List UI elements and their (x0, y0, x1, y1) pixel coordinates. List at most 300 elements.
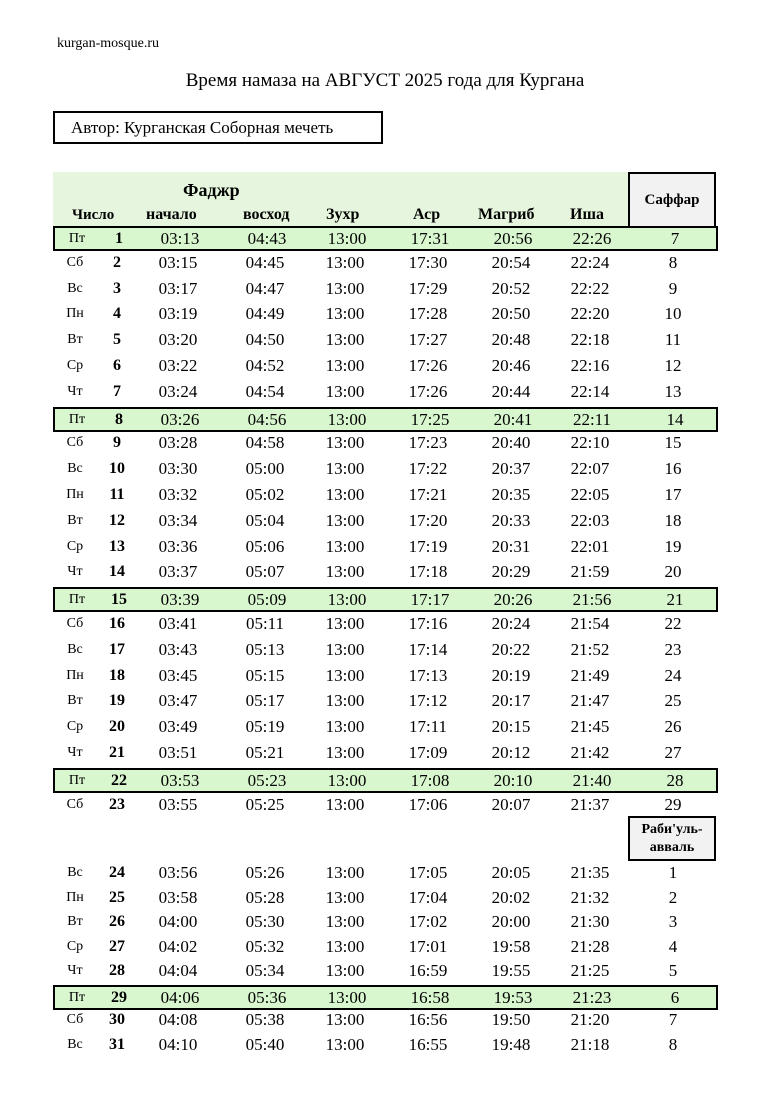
cell-hi: 24 (664, 665, 682, 685)
cell-hi: 16 (664, 459, 682, 479)
cell-hi: 14 (666, 409, 684, 429)
cell-is: 22:20 (570, 304, 610, 324)
cell-day: 3 (113, 279, 121, 297)
cell-wd: Пн (66, 889, 84, 905)
cell-fe: 05:23 (247, 770, 287, 790)
cell-day: 7 (113, 382, 121, 400)
cell-ma: 20:24 (491, 614, 531, 633)
header-sunrise: восход (243, 206, 290, 223)
cell-day: 9 (113, 434, 121, 452)
cell-fe: 05:38 (245, 1010, 285, 1029)
cell-hi: 28 (666, 770, 684, 790)
table-row (53, 536, 718, 560)
cell-zu: 13:00 (327, 409, 367, 429)
cell-ma: 20:05 (491, 863, 531, 882)
cell-is: 22:10 (570, 433, 610, 453)
cell-fs: 03:22 (158, 356, 198, 375)
cell-zu: 13:00 (325, 304, 365, 324)
cell-fs: 03:17 (158, 278, 198, 298)
cell-ma: 20:44 (491, 381, 531, 401)
cell-ma: 20:48 (491, 330, 531, 350)
cell-wd: Чт (67, 963, 83, 978)
cell-wd: Чт (67, 745, 83, 760)
cell-ma: 20:50 (491, 304, 531, 324)
cell-ma: 20:07 (491, 794, 531, 814)
cell-zu: 13:00 (325, 459, 365, 479)
cell-wd: Ср (66, 938, 84, 954)
cell-day: 30 (109, 1011, 125, 1028)
cell-as: 17:19 (408, 536, 448, 556)
cell-ma: 20:17 (491, 691, 531, 711)
table-row (53, 639, 718, 663)
cell-wd: Вс (67, 1036, 83, 1052)
cell-is: 22:22 (570, 278, 610, 298)
table-row (53, 381, 718, 405)
cell-fe: 05:28 (245, 887, 285, 907)
cell-as: 17:08 (410, 770, 450, 790)
cell-hi: 7 (670, 229, 680, 248)
cell-is: 22:14 (570, 381, 610, 401)
cell-as: 17:12 (408, 691, 448, 711)
cell-hi: 25 (664, 691, 682, 711)
cell-ma: 20:31 (491, 536, 531, 556)
cell-is: 22:05 (570, 485, 610, 504)
cell-hi: 18 (664, 510, 682, 530)
table-row (53, 1009, 718, 1033)
cell-zu: 13:00 (325, 743, 365, 762)
header-asr: Аср (413, 206, 441, 223)
cell-ma: 20:46 (491, 356, 531, 375)
cell-wd: Чт (67, 564, 83, 580)
table-row (53, 303, 718, 327)
cell-fe: 05:19 (245, 717, 285, 737)
cell-wd: Вт (67, 512, 83, 528)
cell-fs: 03:15 (158, 252, 198, 272)
cell-fs: 03:20 (158, 330, 198, 350)
cell-fe: 04:54 (245, 381, 285, 401)
cell-ma: 20:15 (491, 717, 531, 737)
cell-fe: 05:11 (245, 614, 285, 633)
cell-fe: 05:06 (245, 536, 285, 556)
cell-wd: Вт (67, 914, 83, 929)
cell-zu: 13:00 (325, 381, 365, 401)
cell-wd: Ср (66, 538, 84, 554)
cell-zu: 13:00 (325, 562, 365, 582)
cell-ma: 20:33 (491, 510, 531, 530)
cell-wd: Пн (66, 487, 84, 502)
table-row (53, 911, 718, 935)
cell-as: 17:09 (408, 743, 448, 762)
cell-as: 17:16 (408, 614, 448, 633)
cell-day: 8 (115, 410, 123, 428)
cell-hi: 12 (664, 356, 682, 375)
cell-fs: 03:32 (158, 485, 198, 504)
cell-zu: 13:00 (325, 961, 365, 980)
cell-fs: 03:34 (158, 510, 198, 530)
cell-zu: 13:00 (325, 639, 365, 659)
cell-as: 17:20 (408, 510, 448, 530)
cell-fs: 04:10 (158, 1034, 198, 1054)
cell-hi: 26 (664, 717, 682, 737)
cell-is: 22:16 (570, 356, 610, 375)
cell-is: 21:37 (570, 794, 610, 814)
cell-fs: 03:55 (158, 794, 198, 814)
table-row (53, 561, 718, 585)
cell-ma: 20:29 (491, 562, 531, 582)
cell-as: 17:01 (408, 936, 448, 956)
cell-fs: 04:00 (158, 912, 198, 931)
cell-fe: 05:40 (245, 1034, 285, 1054)
table-row (53, 985, 718, 1010)
cell-ma: 20:54 (491, 252, 531, 272)
cell-fe: 05:02 (245, 485, 285, 504)
cell-is: 21:49 (570, 665, 610, 685)
cell-hi: 17 (664, 485, 682, 504)
cell-as: 17:22 (408, 459, 448, 479)
cell-fe: 05:30 (245, 912, 285, 931)
cell-zu: 13:00 (325, 330, 365, 350)
cell-fs: 04:02 (158, 936, 198, 956)
cell-wd: Сб (66, 254, 84, 270)
cell-is: 22:11 (572, 409, 612, 429)
cell-is: 21:25 (570, 961, 610, 980)
cell-is: 22:01 (570, 536, 610, 556)
cell-day: 23 (109, 795, 125, 813)
cell-day: 10 (109, 460, 125, 478)
cell-fe: 05:07 (245, 562, 285, 582)
cell-fe: 05:04 (245, 510, 285, 530)
cell-zu: 13:00 (325, 794, 365, 814)
table-row (53, 329, 718, 353)
cell-ma: 20:56 (493, 229, 533, 248)
cell-ma: 20:41 (493, 409, 533, 429)
cell-fs: 03:49 (158, 717, 198, 737)
cell-is: 21:45 (570, 717, 610, 737)
cell-fs: 03:36 (158, 536, 198, 556)
cell-fe: 04:49 (245, 304, 285, 324)
cell-hi: 8 (668, 252, 678, 272)
cell-ma: 19:55 (491, 961, 531, 980)
cell-is: 21:32 (570, 887, 610, 907)
table-row (53, 794, 718, 818)
cell-fe: 04:58 (245, 433, 285, 453)
cell-as: 17:11 (408, 717, 448, 737)
cell-ma: 20:10 (493, 770, 533, 790)
cell-is: 21:56 (572, 590, 612, 610)
table-row (53, 355, 718, 379)
cell-is: 21:20 (570, 1010, 610, 1029)
cell-as: 17:02 (408, 912, 448, 931)
cell-is: 21:18 (570, 1034, 610, 1054)
cell-day: 16 (109, 615, 125, 632)
cell-as: 17:23 (408, 433, 448, 453)
cell-zu: 13:00 (325, 912, 365, 931)
cell-hi: 4 (668, 936, 678, 956)
cell-zu: 13:00 (325, 536, 365, 556)
header-rabi: Раби'уль-авваль (628, 816, 716, 861)
table-row (53, 278, 718, 302)
cell-day: 13 (109, 537, 125, 555)
cell-fs: 03:41 (158, 614, 198, 633)
cell-wd: Вс (67, 641, 83, 657)
cell-ma: 20:35 (491, 485, 531, 504)
cell-wd: Вс (67, 865, 83, 880)
cell-day: 27 (109, 937, 125, 955)
cell-day: 5 (113, 331, 121, 349)
cell-as: 17:13 (408, 665, 448, 685)
cell-zu: 13:00 (327, 590, 367, 610)
cell-ma: 20:12 (491, 743, 531, 762)
cell-as: 17:17 (410, 590, 450, 610)
cell-hi: 3 (668, 912, 678, 931)
cell-hi: 20 (664, 562, 682, 582)
cell-fs: 03:28 (158, 433, 198, 453)
cell-fs: 03:24 (158, 381, 198, 401)
cell-fe: 04:45 (245, 252, 285, 272)
cell-hi: 1 (668, 863, 678, 882)
cell-hi: 9 (668, 278, 678, 298)
cell-wd: Вт (67, 332, 83, 348)
cell-ma: 20:26 (493, 590, 533, 610)
table-row (53, 613, 718, 637)
cell-ma: 20:19 (491, 665, 531, 685)
cell-wd: Вс (67, 280, 83, 296)
cell-as: 17:28 (408, 304, 448, 324)
cell-wd: Сб (66, 435, 84, 451)
header-maghrib: Магриб (478, 206, 535, 223)
cell-zu: 13:00 (325, 863, 365, 882)
cell-fs: 03:47 (158, 691, 198, 711)
cell-day: 6 (113, 357, 121, 374)
cell-wd: Пт (68, 772, 86, 788)
cell-day: 15 (111, 591, 127, 609)
cell-hi: 15 (664, 433, 682, 453)
cell-wd: Пн (66, 306, 84, 322)
table-row (53, 252, 718, 276)
cell-zu: 13:00 (325, 691, 365, 711)
cell-wd: Сб (66, 1012, 84, 1027)
cell-fe: 05:13 (245, 639, 285, 659)
cell-wd: Ср (66, 719, 84, 735)
cell-hi: 23 (664, 639, 682, 659)
cell-day: 17 (109, 640, 125, 658)
cell-as: 17:30 (408, 252, 448, 272)
cell-is: 22:26 (572, 229, 612, 248)
cell-zu: 13:00 (325, 485, 365, 504)
table-row (53, 1034, 718, 1058)
table-row (53, 432, 718, 456)
cell-is: 22:24 (570, 252, 610, 272)
cell-fs: 03:26 (160, 409, 200, 429)
cell-ma: 20:00 (491, 912, 531, 931)
cell-as: 17:25 (410, 409, 450, 429)
cell-fs: 03:19 (158, 304, 198, 324)
cell-as: 17:05 (408, 863, 448, 882)
cell-is: 22:03 (570, 510, 610, 530)
cell-fs: 03:43 (158, 639, 198, 659)
cell-wd: Пт (68, 592, 86, 608)
table-row (53, 887, 718, 911)
table-row (53, 690, 718, 714)
table-row (53, 936, 718, 960)
cell-day: 4 (113, 305, 121, 323)
cell-hi: 11 (664, 330, 682, 350)
author-box: Автор: Курганская Соборная мечеть (53, 111, 383, 144)
cell-as: 17:14 (408, 639, 448, 659)
cell-zu: 13:00 (327, 987, 367, 1007)
cell-zu: 13:00 (325, 278, 365, 298)
cell-wd: Чт (67, 383, 83, 399)
cell-as: 17:26 (408, 356, 448, 375)
cell-zu: 13:00 (327, 770, 367, 790)
cell-fe: 05:00 (245, 459, 285, 479)
cell-day: 18 (109, 666, 125, 684)
cell-day: 24 (109, 864, 125, 881)
cell-hi: 8 (668, 1034, 678, 1054)
cell-fs: 03:30 (158, 459, 198, 479)
cell-wd: Вс (67, 461, 83, 477)
cell-is: 21:35 (570, 863, 610, 882)
cell-day: 31 (109, 1035, 125, 1053)
cell-day: 12 (109, 511, 125, 529)
cell-day: 22 (111, 771, 127, 789)
table-row (53, 960, 718, 984)
cell-day: 11 (109, 486, 125, 503)
cell-is: 22:18 (570, 330, 610, 350)
cell-zu: 13:00 (325, 252, 365, 272)
header-number: Число (72, 207, 115, 223)
site-url: kurgan-mosque.ru (57, 36, 159, 51)
cell-ma: 20:52 (491, 278, 531, 298)
cell-zu: 13:00 (325, 1010, 365, 1029)
cell-is: 21:28 (570, 936, 610, 956)
table-row (53, 862, 718, 886)
header-fajr-start: начало (146, 206, 197, 223)
cell-wd: Вт (67, 693, 83, 709)
cell-ma: 19:50 (491, 1010, 531, 1029)
cell-day: 20 (109, 718, 125, 736)
cell-fs: 03:45 (158, 665, 198, 685)
cell-fs: 04:04 (158, 961, 198, 980)
cell-hi: 27 (664, 743, 682, 762)
cell-zu: 13:00 (325, 614, 365, 633)
cell-hi: 19 (664, 536, 682, 556)
cell-as: 16:58 (410, 987, 450, 1007)
cell-zu: 13:00 (325, 1034, 365, 1054)
cell-wd: Пн (66, 667, 84, 683)
cell-fe: 05:26 (245, 863, 285, 882)
cell-as: 17:04 (408, 887, 448, 907)
cell-as: 17:06 (408, 794, 448, 814)
cell-day: 29 (111, 988, 127, 1006)
cell-fe: 05:32 (245, 936, 285, 956)
table-row (53, 716, 718, 740)
cell-as: 16:56 (408, 1010, 448, 1029)
cell-fe: 04:43 (247, 229, 287, 248)
table-row (53, 226, 718, 251)
cell-wd: Пт (68, 411, 86, 427)
cell-wd: Сб (66, 796, 84, 812)
table-row (53, 587, 718, 612)
cell-as: 17:29 (408, 278, 448, 298)
cell-day: 19 (109, 692, 125, 710)
cell-ma: 20:22 (491, 639, 531, 659)
cell-fs: 03:56 (158, 863, 198, 882)
cell-is: 21:52 (570, 639, 610, 659)
cell-day: 1 (115, 230, 123, 247)
cell-zu: 13:00 (325, 936, 365, 956)
cell-ma: 20:40 (491, 433, 531, 453)
cell-fs: 03:13 (160, 229, 200, 248)
cell-day: 25 (109, 888, 125, 906)
cell-hi: 29 (664, 794, 682, 814)
cell-fe: 04:56 (247, 409, 287, 429)
cell-fe: 04:52 (245, 356, 285, 375)
cell-hi: 2 (668, 887, 678, 907)
cell-is: 21:23 (572, 987, 612, 1007)
cell-is: 21:40 (572, 770, 612, 790)
cell-hi: 7 (668, 1010, 678, 1029)
cell-fe: 04:50 (245, 330, 285, 350)
cell-hi: 21 (666, 590, 684, 610)
cell-is: 21:59 (570, 562, 610, 582)
table-row (53, 407, 718, 432)
cell-hi: 22 (664, 614, 682, 633)
header-safar: Саффар (628, 172, 716, 228)
cell-ma: 19:53 (493, 987, 533, 1007)
cell-zu: 13:00 (325, 356, 365, 375)
cell-fs: 03:37 (158, 562, 198, 582)
table-row (53, 742, 718, 766)
cell-wd: Ср (66, 358, 84, 373)
cell-as: 17:26 (408, 381, 448, 401)
cell-fe: 05:34 (245, 961, 285, 980)
page-title: Время намаза на АВГУСТ 2025 года для Кургана (185, 70, 585, 91)
cell-fe: 05:36 (247, 987, 287, 1007)
cell-day: 14 (109, 563, 125, 581)
cell-fe: 05:25 (245, 794, 285, 814)
cell-fs: 03:39 (160, 590, 200, 610)
cell-ma: 19:58 (491, 936, 531, 956)
cell-fs: 04:08 (158, 1010, 198, 1029)
cell-zu: 13:00 (327, 229, 367, 248)
table-row (53, 484, 718, 508)
cell-fs: 03:51 (158, 743, 198, 762)
cell-is: 21:47 (570, 691, 610, 711)
cell-fe: 05:09 (247, 590, 287, 610)
cell-as: 16:59 (408, 961, 448, 980)
cell-day: 2 (113, 253, 121, 271)
header-isha: Иша (570, 206, 604, 223)
cell-ma: 20:37 (491, 459, 531, 479)
cell-hi: 13 (664, 381, 682, 401)
cell-is: 22:07 (570, 459, 610, 479)
cell-wd: Пт (68, 231, 86, 246)
cell-as: 17:21 (408, 485, 448, 504)
cell-fs: 03:58 (158, 887, 198, 907)
cell-zu: 13:00 (325, 665, 365, 685)
cell-hi: 5 (668, 961, 678, 980)
cell-hi: 6 (670, 987, 680, 1007)
header-zuhr: Зухр (326, 206, 360, 223)
cell-ma: 19:48 (491, 1034, 531, 1054)
cell-wd: Пт (68, 989, 86, 1005)
header-fajr: Фаджр (183, 180, 240, 200)
cell-wd: Сб (66, 616, 84, 631)
table-row (53, 458, 718, 482)
cell-as: 17:27 (408, 330, 448, 350)
cell-fs: 04:06 (160, 987, 200, 1007)
